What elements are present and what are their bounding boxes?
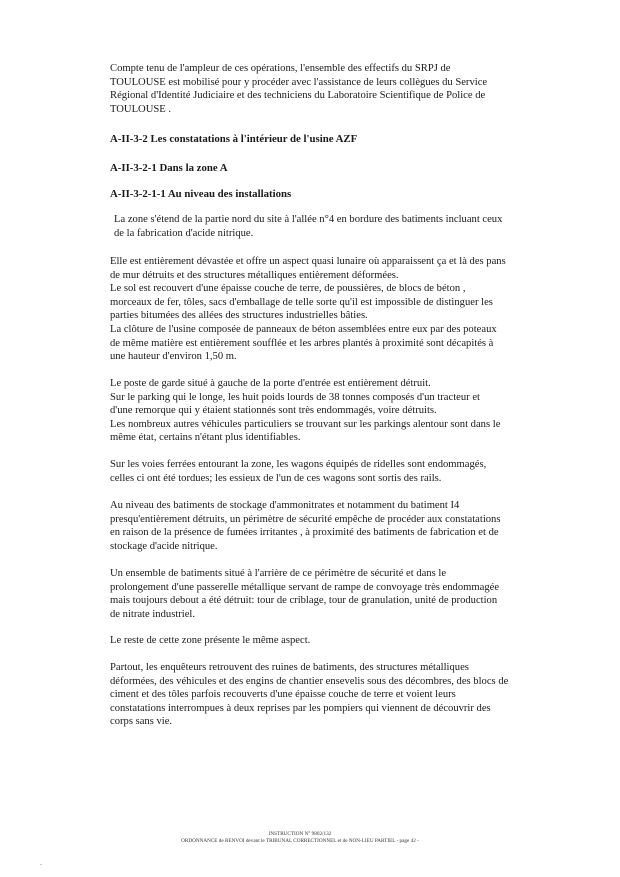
text-line: même état, certains n'étant plus identifiables.: [110, 432, 301, 444]
text-line: de mur détruits et des structures métalliques entièrement déformées.: [110, 269, 399, 281]
paragraph-devastation: [110, 255, 510, 364]
text-line: une hauteur d'environ 1,50 m.: [110, 351, 237, 363]
text-line: TOULOUSE .: [110, 103, 172, 115]
text-line: Elle est entièrement dévastée et offre un aspect quasi lunaire où apparaissent ça et là des pans: [110, 256, 506, 267]
text-line: constatations interrompues à deux reprises par les pompiers qui viennent de découvrir des: [110, 702, 491, 714]
text-line: Sur les voies ferrées entourant la zone, les wagons équipés de ridelles sont endommagés,: [110, 459, 487, 470]
text-line: TOULOUSE est mobilisé pour y procéder avec l'assistance de leurs collègues du Service: [110, 76, 488, 88]
text-line: de la fabrication d'acide nitrique.: [114, 227, 254, 239]
paragraph-rest-of-zone: [110, 634, 510, 648]
text-line: d'une remorque qui y étaient stationnés sont très endommagés, voire détruits.: [110, 405, 437, 417]
footer-ordinance-title: ORDONNANCE de RENVOI devant le TRIBUNAL CORRECTIONNEL et de NON-LIEU PARTIEL - page 42 -: [181, 837, 419, 844]
text-line: en raison de la présence de fumées irritantes , à proximité des batiments de fabrication et de: [110, 527, 499, 539]
paragraph-building-complex: [110, 567, 510, 621]
text-line: Compte tenu de l'ampleur de ces opérations, l'ensemble des effectifs du SRPJ de: [110, 63, 451, 74]
text-line: Un ensemble de batiments situé à l'arrière de ce périmètre de sécurité et dans le: [110, 568, 447, 579]
subsubsection-heading: A-II-3-2-1-1 Au niveau des installations: [110, 188, 292, 200]
text-line: presqu'entièrement détruits, un périmètre de sécurité empêche de procéder aux constatations: [110, 513, 501, 525]
text-line: celles ci ont été tordues; les essieux de l'un de ces wagons sont sortis des rails.: [110, 472, 442, 484]
text-line: ciment et des tôles parfois recouverts d'une épaisse couche de terre et voient leurs: [110, 689, 456, 701]
text-line: La clôture de l'usine composée de panneaux de béton assemblées entre eux par des poteaux: [110, 323, 497, 335]
intro-paragraph: [110, 62, 510, 116]
paragraph-guard-post: [110, 377, 510, 445]
text-line: morceaux de fer, tôles, sacs d'emballage de telle sorte qu'il est impossible de distinguer les: [110, 296, 493, 308]
text-line: Le poste de garde situé à gauche de la porte d'entrée est entièrement détruit.: [110, 378, 431, 389]
paragraph-investigators: [110, 661, 510, 729]
text-line: parties bitumées des allées des structures industrielles bâties.: [110, 310, 368, 322]
text-line: Régional d'Identité Judiciaire et des techniciens du Laboratoire Scientifique de Police de: [110, 90, 486, 102]
footer-instruction-number: INSTRUCTION N° 9802/132: [268, 831, 332, 837]
text-line: corps sans vie.: [110, 716, 173, 728]
text-line: Sur le parking qui le longe, les huit poids lourds de 38 tonnes composés d'un tracteur et: [110, 391, 480, 403]
paragraph-storage-buildings: [110, 499, 510, 553]
paragraph-zone-extent: [114, 213, 514, 240]
text-line: mais toujours debout a été détruit: tour de criblage, tour de granulation, unité de production: [110, 595, 498, 607]
section-heading: A-II-3-2 Les constatations à l'intérieur de l'usine AZF: [110, 133, 358, 145]
text-line: Partout, les enquêteurs retrouvent des ruines de batiments, des structures métalliques: [110, 662, 469, 673]
text-line: La zone s'étend de la partie nord du site à l'allée n°4 en bordure des batiments incluant ceux: [114, 214, 503, 225]
subsection-heading: A-II-3-2-1 Dans la zone A: [110, 162, 228, 174]
text-line: Les nombreux autres véhicules particuliers se trouvant sur les parkings alentour sont dans le: [110, 418, 501, 430]
text-line: Le sol est recouvert d'une épaisse couche de terre, de poussières, de blocs de béton ,: [110, 283, 466, 295]
text-line: de nitrate industriel.: [110, 608, 196, 620]
text-line: Au niveau des batiments de stockage d'ammonitrates et notamment du batiment I4: [110, 500, 460, 511]
text-line: stockage d'acide nitrique.: [110, 540, 218, 552]
page-footer: [150, 831, 450, 844]
text-line: Le reste de cette zone présente le même aspect.: [110, 635, 311, 646]
scan-speck: [40, 864, 42, 865]
paragraph-railway: [110, 458, 510, 485]
text-line: prolongement d'une passerelle métallique servant de rampe de convoyage très endommagée: [110, 581, 500, 593]
text-line: de même matière est entièrement soufflée et les arbres plantés à proximité sont décapités à: [110, 337, 494, 349]
text-line: déformées, des véhicules et des engins de chantier ensevelis sous des décombres, des blocs de: [110, 675, 509, 687]
